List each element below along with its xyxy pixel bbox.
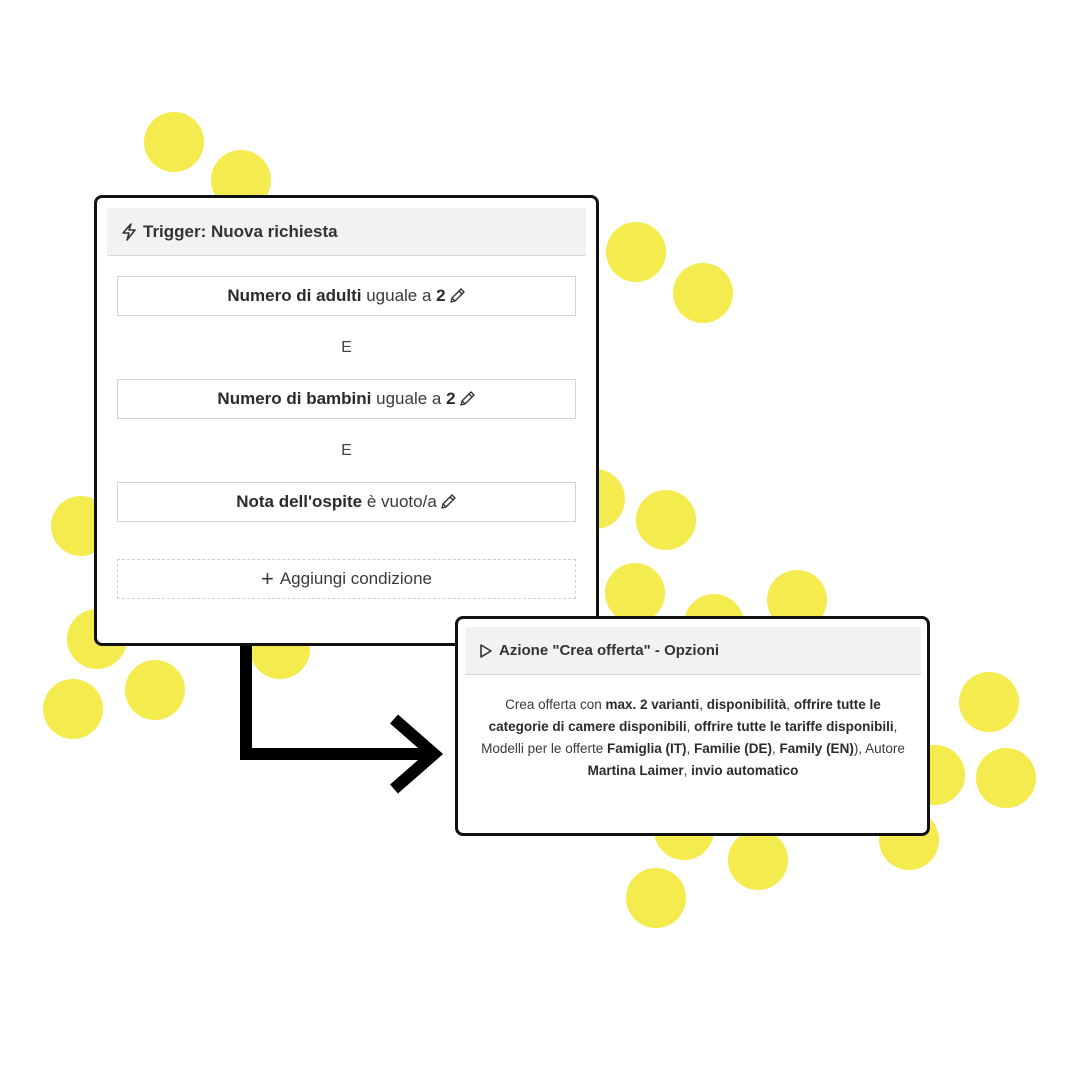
condition-row[interactable] xyxy=(117,276,576,316)
condition-field: Nota dell'ospite xyxy=(236,492,363,511)
condition-operator: uguale a xyxy=(366,286,432,305)
add-condition-label: Aggiungi condizione xyxy=(279,569,433,588)
condition-operator: è vuoto/a xyxy=(366,492,437,511)
trigger-title: Trigger: Nuova richiesta xyxy=(143,221,338,241)
action-header xyxy=(465,627,921,675)
condition-operator: uguale a xyxy=(376,389,442,408)
condition-field: Numero di adulti xyxy=(227,286,362,305)
trigger-header xyxy=(107,208,586,256)
condition-field: Numero di bambini xyxy=(217,389,372,408)
pencil-icon[interactable] xyxy=(448,287,466,305)
add-condition-button[interactable] xyxy=(117,559,576,599)
action-description: Crea offerta con max. 2 varianti, disponibilità, offrire tutte le categorie di camere disponibili, offrire tutte le tariffe disponibili, Modelli per le offerte Famiglia (IT), Familie (DE), Family (EN)), Autore Martina Laimer, invio automatico xyxy=(481,697,905,778)
condition-value: 2 xyxy=(446,389,456,408)
plus-icon: + xyxy=(260,566,274,591)
condition-value: 2 xyxy=(436,286,446,305)
play-icon xyxy=(479,643,493,659)
trigger-card xyxy=(94,195,599,646)
pencil-icon[interactable] xyxy=(439,493,457,511)
condition-row[interactable] xyxy=(117,379,576,419)
lightning-icon xyxy=(121,223,137,241)
condition-row[interactable] xyxy=(117,482,576,522)
pencil-icon[interactable] xyxy=(458,390,476,408)
action-card xyxy=(455,616,930,836)
conjunction-label: E xyxy=(341,339,352,356)
action-title: Azione "Crea offerta" - Opzioni xyxy=(499,642,720,659)
conjunction-label: E xyxy=(341,442,352,459)
